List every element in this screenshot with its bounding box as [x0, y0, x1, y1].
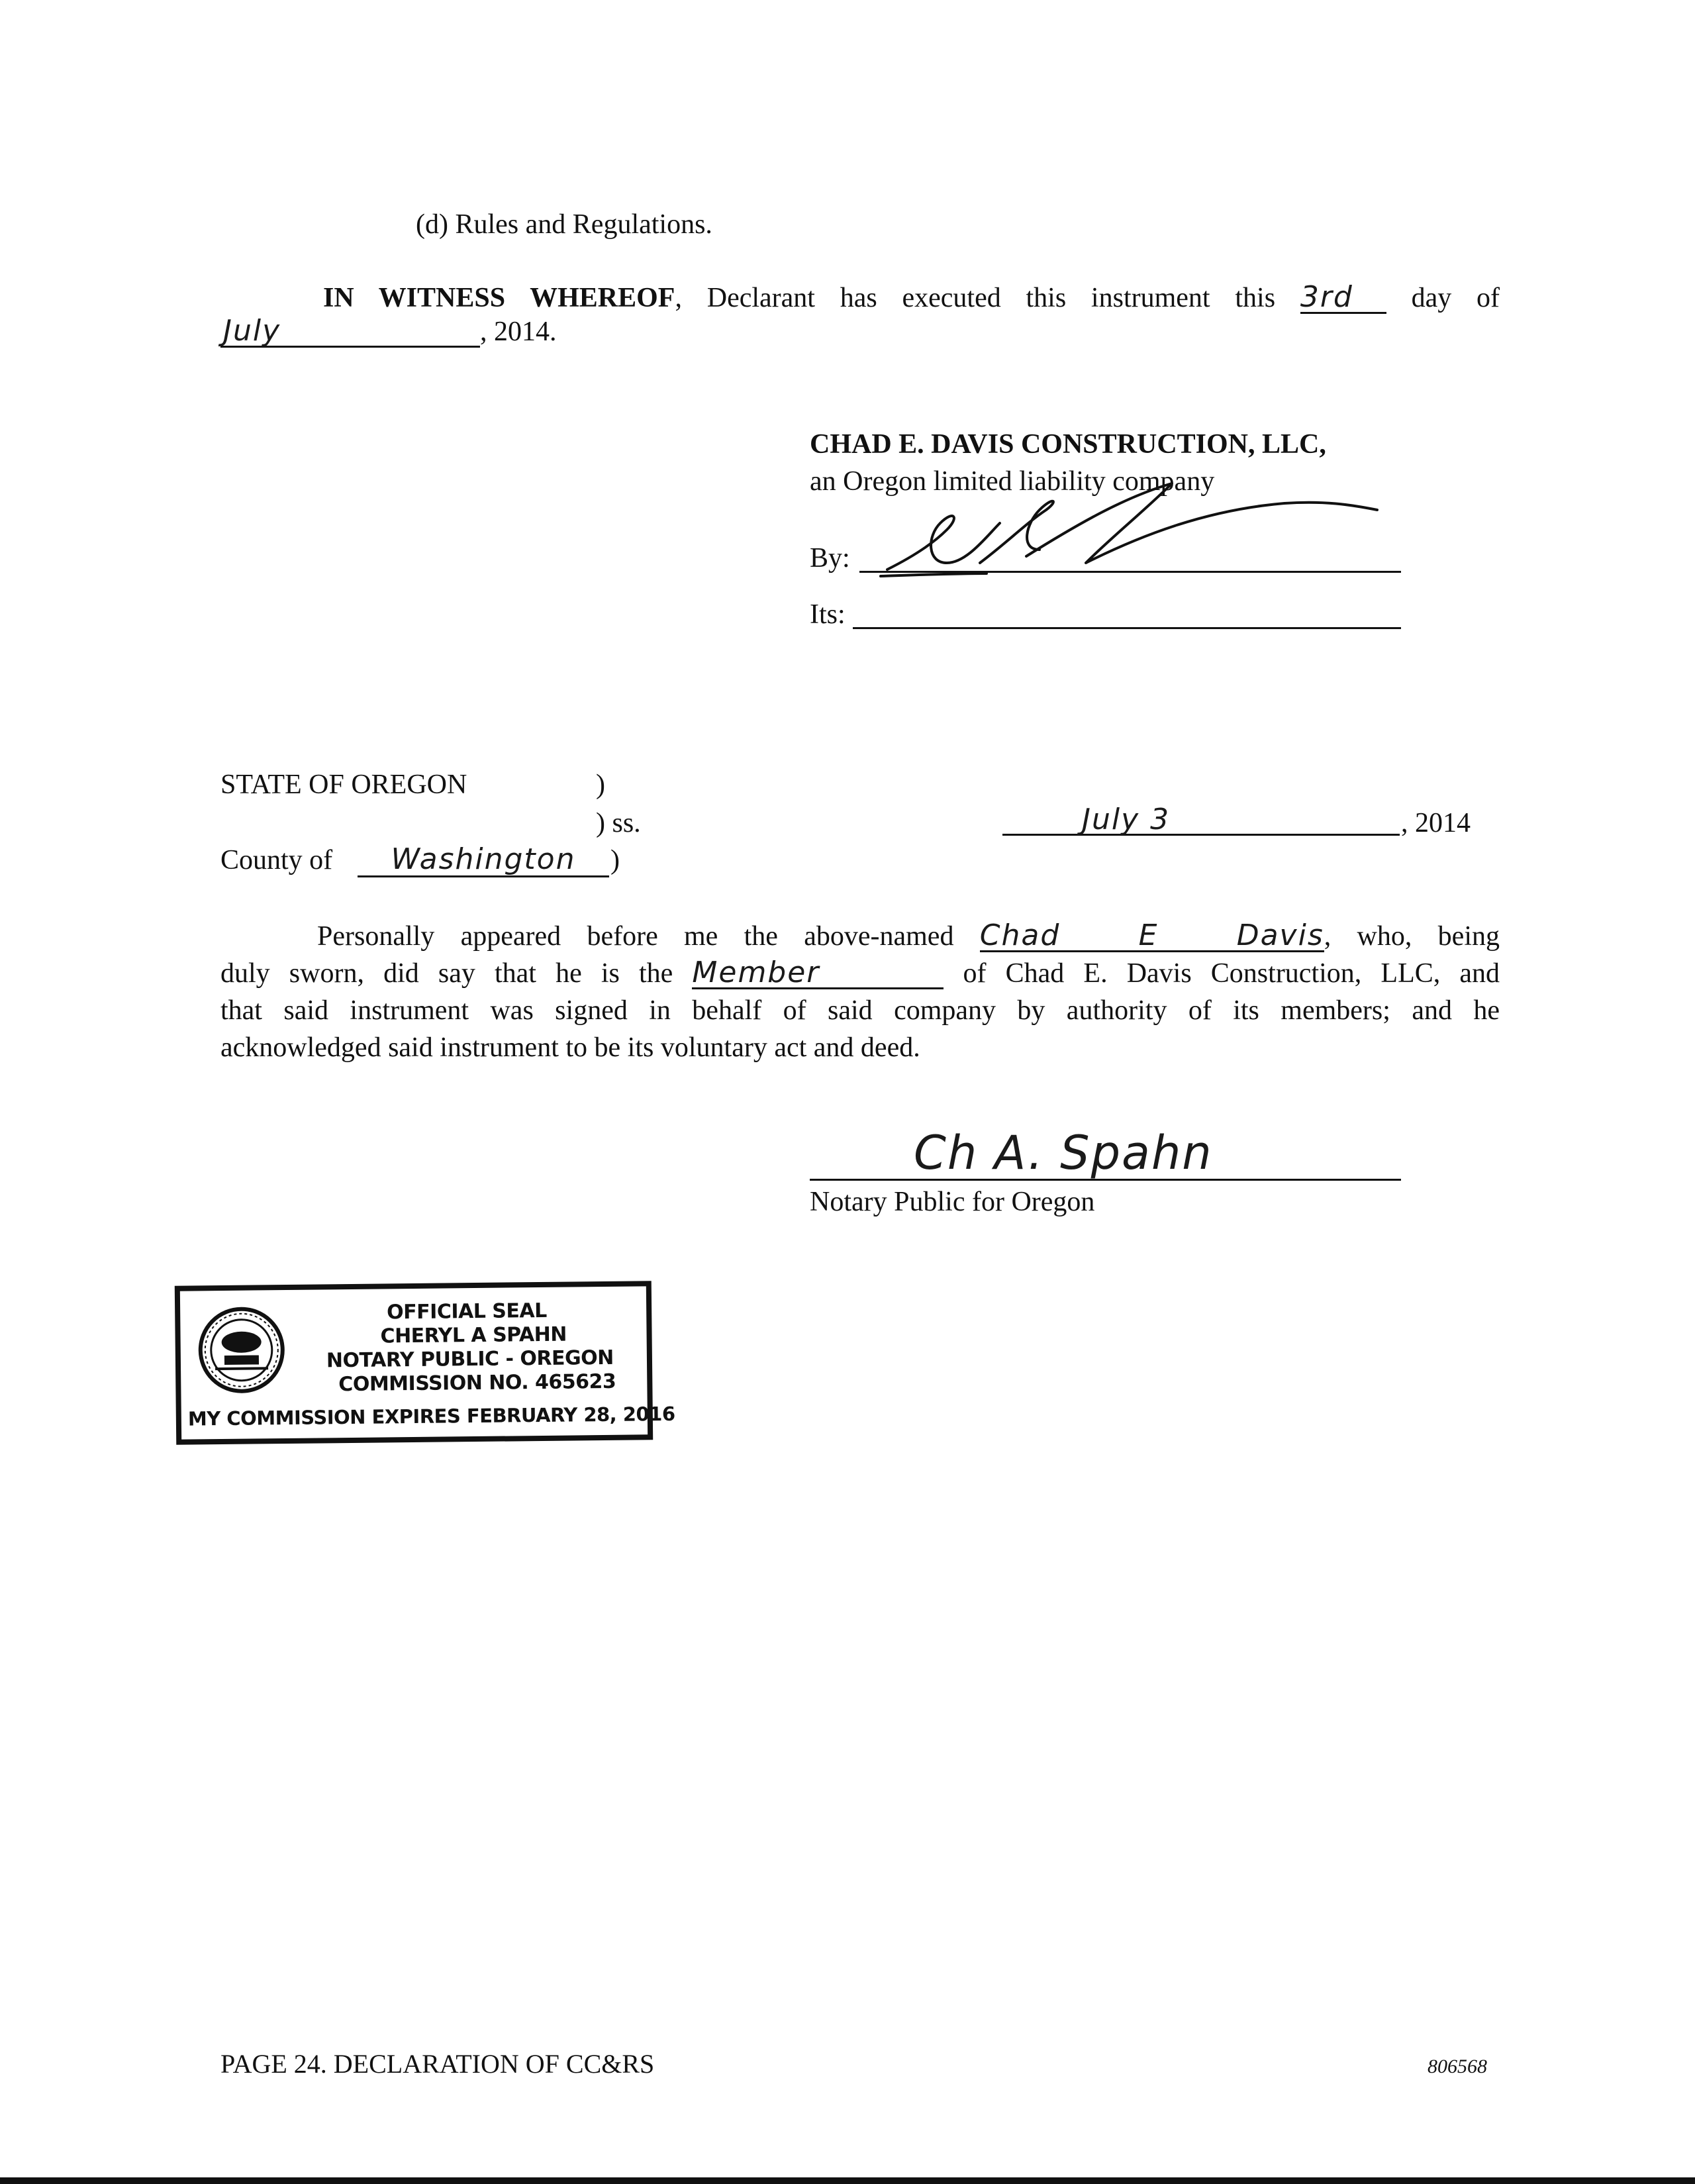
scan-bottom-edge — [0, 2177, 1695, 2184]
declarant-signature — [861, 464, 1404, 596]
ack-line-4: acknowledged said instrument to be its voluntary act and deed. — [220, 1032, 920, 1063]
seal-line-4: COMMISSION NO. 465623 — [338, 1369, 616, 1397]
venue-county-value: Washington — [391, 842, 576, 876]
witness-year: , 2014. — [480, 317, 557, 347]
witness-text-a: , Declarant has executed this instrument this — [675, 283, 1276, 313]
footer-page-label: PAGE 24. DECLARATION OF CC&RS — [220, 2049, 655, 2079]
notary-signature: Ch A. Spahn — [914, 1126, 1213, 1180]
venue-date-field — [1002, 803, 1400, 836]
witness-day-field: 3rd — [1300, 283, 1386, 314]
seal-line-5: MY COMMISSION EXPIRES FEBRUARY 28, 2016 — [187, 1402, 675, 1430]
ack-line-3: that said instrument was signed in behalf of said company by authority of its members; and he — [220, 995, 1500, 1026]
ack-title-field: Member — [692, 958, 944, 989]
footer-doc-number: 806568 — [1428, 2056, 1487, 2077]
ack-line-2: duly sworn, did say that he is the Member of Chad E. Davis Construction, LLC, and — [220, 956, 1500, 989]
official-seal-stamp — [175, 1281, 675, 1445]
witness-month-field: July — [220, 317, 480, 348]
venue-ss: ) ss. — [596, 808, 641, 838]
notary-signature-line — [810, 1179, 1401, 1181]
seal-line-3: NOTARY PUBLIC - OREGON — [326, 1346, 614, 1373]
company-name: CHAD E. DAVIS CONSTRUCTION, LLC, — [810, 429, 1326, 460]
ack-line-1: Personally appeared before me the above-named Chad E Davis, who, being — [317, 918, 1500, 952]
ack-name-field: Chad E Davis — [979, 918, 1324, 952]
oregon-state-seal-icon — [195, 1302, 289, 1402]
venue-paren-1: ) — [596, 769, 605, 800]
venue-paren-3: ) — [610, 845, 620, 875]
by-label: By: — [810, 543, 850, 573]
witness-lead: IN WITNESS WHEREOF — [323, 283, 675, 313]
seal-line-1: OFFICIAL SEAL — [387, 1299, 547, 1324]
company-type: an Oregon limited liability company — [810, 466, 1215, 497]
its-signature-line — [853, 627, 1401, 629]
witness-paragraph-line-2 — [220, 314, 557, 354]
witness-paragraph-line-1 — [220, 279, 1500, 317]
notary-caption: Notary Public for Oregon — [810, 1187, 1095, 1217]
venue-date-value: July 3 — [1082, 803, 1171, 836]
its-label: Its: — [810, 599, 846, 630]
venue-county-field — [358, 842, 609, 877]
seal-line-2: CHERYL A SPAHN — [380, 1322, 567, 1348]
witness-text-b: day of — [1411, 283, 1500, 313]
section-heading: (d) Rules and Regulations. — [416, 209, 712, 240]
venue-state: STATE OF OREGON — [220, 769, 467, 800]
venue-county-label: County of — [220, 845, 333, 875]
venue-date-year: , 2014 — [1401, 808, 1471, 838]
